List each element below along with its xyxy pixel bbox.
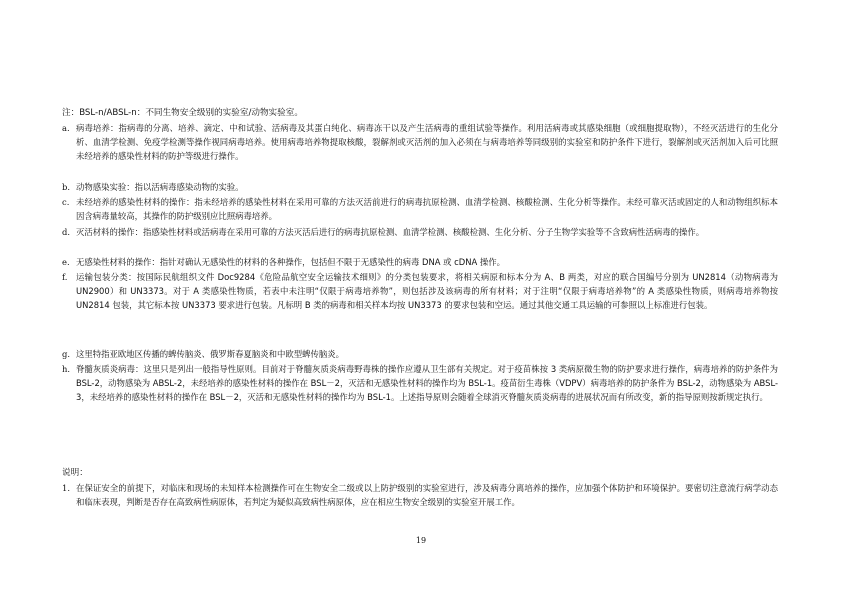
- note-marker: d.: [62, 227, 71, 237]
- note-marker: b.: [62, 182, 71, 192]
- note-item-c: [62, 195, 778, 223]
- explanation-text: 在保证安全的前提下，对临床和现场的未知样本检测操作可在生物安全二级或以上防护级别的实验室进行，涉及病毒分离培养的操作，应加强个体防护和环境保护。要密切注意流行病学动态和临床表现，判断是否存在高致病性病原体，若判定为疑似高致病性病原体，应在相应生物安全级别的实验室开展工作。: [76, 483, 778, 508]
- note-item-h: [62, 362, 778, 405]
- note-marker: a.: [62, 123, 70, 133]
- note-text: 这里特指亚欧地区传播的蜱传脑炎、俄罗斯春夏脑炎和中欧型蜱传脑炎。: [76, 349, 344, 359]
- note-marker: h.: [62, 364, 71, 374]
- note-marker: g.: [62, 349, 71, 359]
- note-text: 无感染性材料的操作：指针对确认无感染性的材料的各种操作，包括但不限于无感染性的病毒 DNA 或 cDNA 操作。: [76, 257, 506, 267]
- explanation-heading: 说明：: [62, 468, 88, 478]
- note-marker: e.: [62, 257, 70, 267]
- note-text: 动物感染实验：指以活病毒感染动物的实验。: [76, 182, 244, 192]
- note-text: 灭活材料的操作：指感染性材料或活病毒在采用可靠的方法灭活后进行的病毒抗原检测、血清学检测、核酸检测、生化分析、分子生物学实验等不含致病性活病毒的操作。: [76, 227, 705, 237]
- note-text: 脊髓灰质炎病毒：这里只是列出一般指导性原则。目前对于脊髓灰质炎病毒野毒株的操作应遵从卫生部有关规定。对于疫苗株按 3 类病原微生物的防护要求进行操作，病毒培养的防护条件为 BSL-2，动物感染为 ABSL-2，未经培养的感染性材料的操作在 BSL－2，灭活和无感染性材料的操作均为 BSL-1。疫苗衍生毒株（VDPV）病毒培养的防护条件为 BSL-2，动物感染为 ABSL-3，未经培养的感染性材料的操作在 BSL－2，灭活和无感染性材料的操作均为 BSL-1。上述指导原则会随着全球消灭脊髓灰质炎病毒的进展状况而有所改变，新的指导原则按新规定执行。: [76, 364, 778, 403]
- note-text: 病毒培养：指病毒的分离、培养、滴定、中和试验、活病毒及其蛋白纯化、病毒冻干以及产生活病毒的重组试验等操作。利用活病毒或其感染细胞（或细胞提取物），不经灭活进行的生化分析、血清学检测、免疫学检测等操作视同病毒培养。使用病毒培养物提取核酸，裂解剂或灭活剂的加入必须在与病毒培养等同级别的实验室和防护条件下进行，裂解剂或灭活剂加入后可比照未经培养的感染性材料的防护等级进行操作。: [76, 123, 778, 162]
- note-marker: f.: [62, 272, 68, 282]
- note-text: 运输包装分类：按国际民航组织文件 Doc9284《危险品航空安全运输技术细则》的分类包装要求，将相关病原和标本分为 A、B 两类，对应的联合国编号分别为 UN2814（动物病毒为 UN2900）和 UN3373。对于 A 类感染性物质，若表中未注明“仅限于病毒培养物”，则包括涉及该病毒的所有材料；对于注明“仅限于病毒培养物”的 A 类感染性物质，则病毒培养物按 UN2814 包装，其它标本按 UN3373 要求进行包装。凡标明 B 类的病毒和相关样本均按 UN3373 的要求包装和空运。通过其他交通工具运输的可参照以上标准进行包装。: [76, 272, 778, 311]
- note-item-e: [62, 255, 778, 269]
- note-item-f: [62, 270, 778, 313]
- explanation-marker: 1.: [62, 483, 70, 493]
- note-item-d: [62, 225, 778, 239]
- notes-title: 注：BSL-n/ABSL-n：不同生物安全级别的实验室/动物实验室。: [62, 108, 303, 118]
- note-item-g: [62, 347, 778, 361]
- note-marker: c.: [62, 197, 70, 207]
- explanation-item-1: [62, 481, 778, 509]
- note-text: 未经培养的感染性材料的操作：指未经培养的感染性材料在采用可靠的方法灭活前进行的病毒抗原检测、血清学检测、核酸检测、生化分析等操作。未经可靠灭活或固定的人和动物组织标本因含病毒量较高，其操作的防护级别应比照病毒培养。: [76, 197, 778, 222]
- note-item-b: [62, 180, 778, 194]
- note-item-a: [62, 121, 778, 164]
- page-number: 19: [415, 536, 427, 545]
